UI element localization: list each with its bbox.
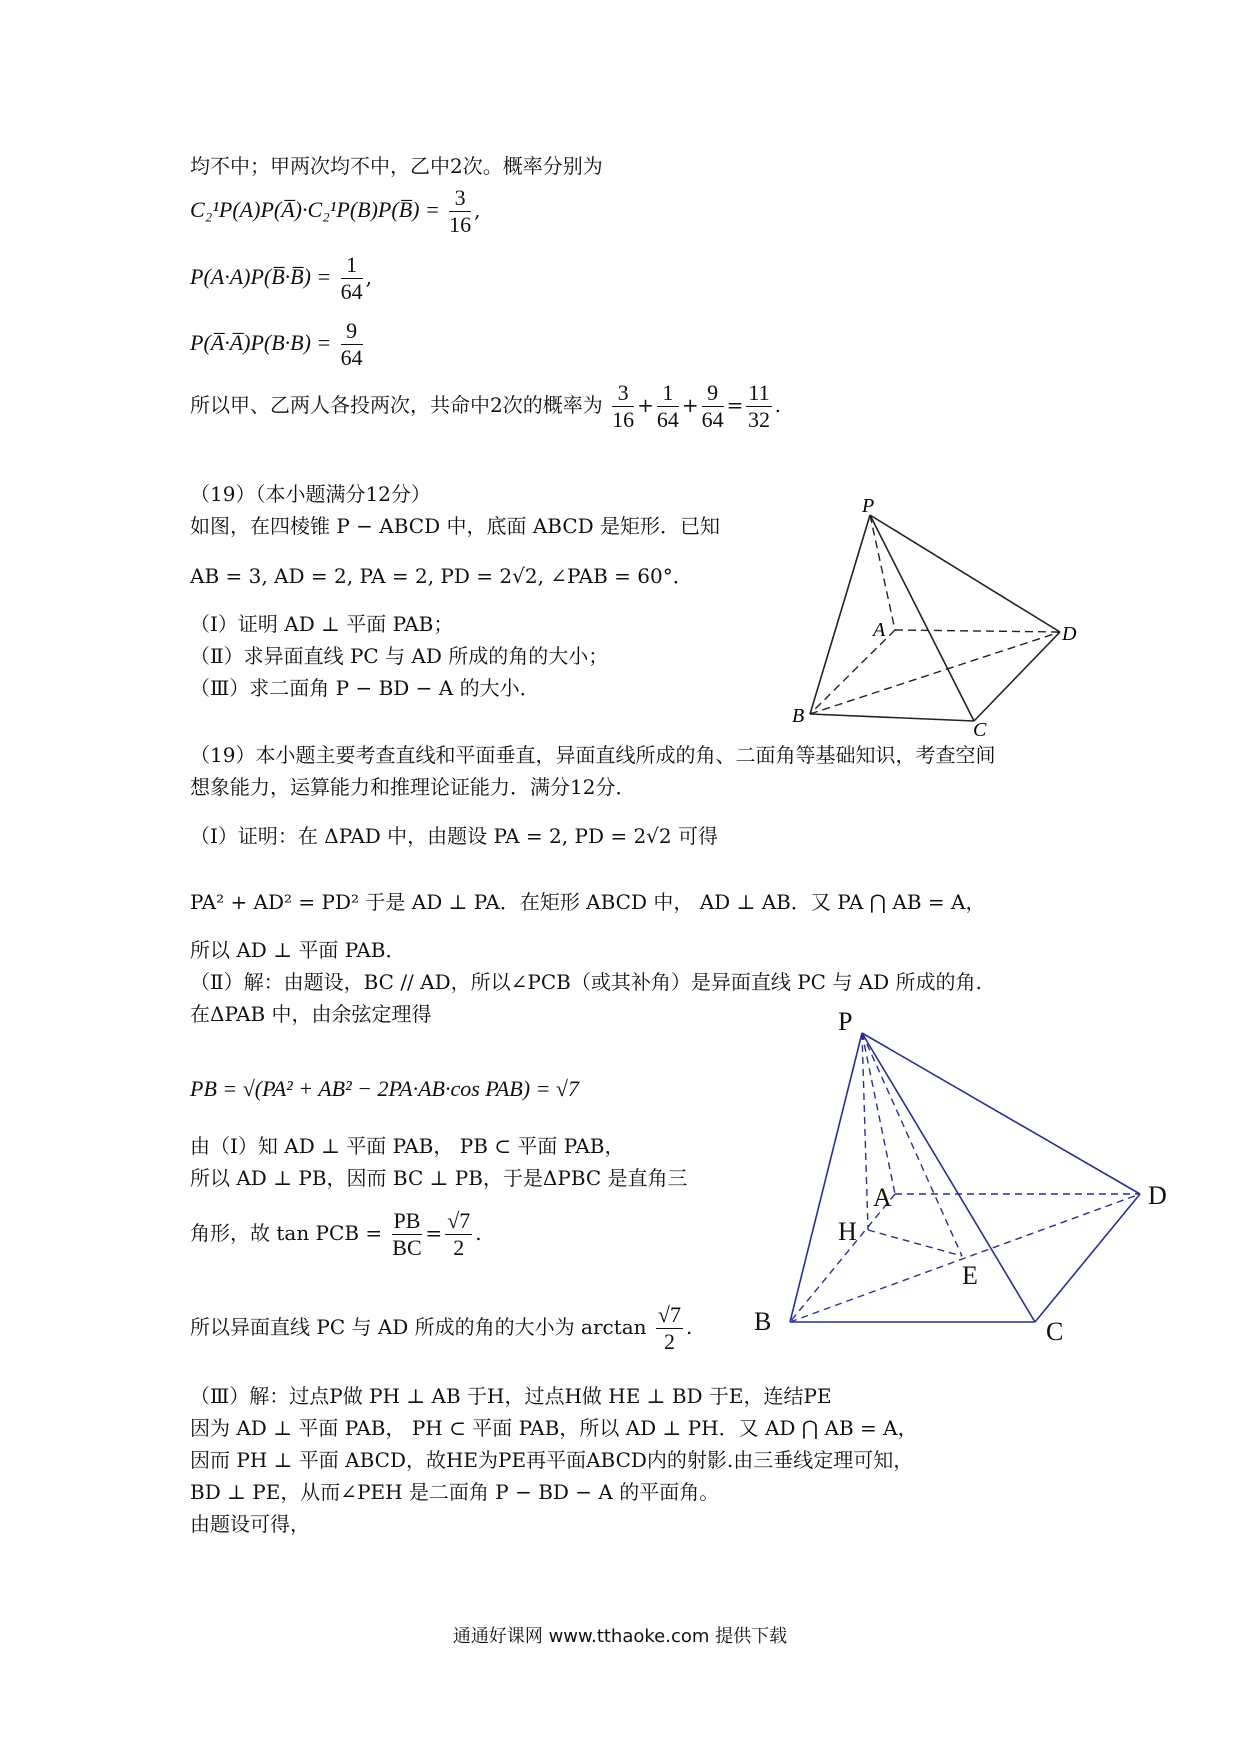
denominator: BC xyxy=(392,1235,422,1260)
solution-text: 由（Ⅰ）知 AD ⊥ 平面 PAB， PB ⊂ 平面 PAB， xyxy=(190,1134,625,1158)
solution-text: BD ⊥ PE，从而∠PEH 是二面角 P − BD − A 的平面角。 xyxy=(190,1480,720,1504)
punctuation: . xyxy=(686,1315,693,1339)
fraction xyxy=(702,380,724,433)
vertex-label-b: B xyxy=(792,705,805,727)
fraction xyxy=(392,1208,423,1261)
vertex-label-b: B xyxy=(754,1307,772,1336)
vertex-label-h: H xyxy=(838,1217,857,1246)
solution-heading: （19）本小题主要考查直线和平面垂直，异面直线所成的角、二面角等基础知识，考查空间 xyxy=(190,743,996,767)
equation-lhs: C₂¹P(A)P(A̅)·C₂¹P(B)P(B̅) = xyxy=(190,197,440,222)
denominator: 64 xyxy=(340,345,363,370)
solution-text: （Ⅰ）证明：在 ΔPAD 中，由题设 PA = 2, PD = 2√2 可得 xyxy=(190,824,719,848)
denominator: 2 xyxy=(453,1235,465,1260)
fraction xyxy=(612,380,634,433)
question-heading: （19）（本小题满分12分） xyxy=(190,482,431,506)
punctuation: , xyxy=(474,198,481,222)
vertex-label-c: C xyxy=(1046,1317,1064,1346)
equation-lhs: P(A·A)P(B̅·B̅) = xyxy=(190,264,332,289)
text: 所以异面直线 PC 与 AD 所成的角的大小为 arctan xyxy=(190,1315,647,1339)
text: 所以甲、乙两人各投两次，共命中2次的概率为 xyxy=(190,393,603,417)
equation-lhs: P(A̅·A̅)P(B·B) = xyxy=(190,330,332,355)
equation-line: PB = √(PA² + AB² − 2PA·AB·cos PAB) = √7 xyxy=(190,1076,579,1101)
vertex-label-p: P xyxy=(838,1007,853,1036)
question-part-2: （Ⅱ）求异面直线 PC 与 AD 所成的角的大小； xyxy=(190,644,609,668)
numerator: 9 xyxy=(341,318,363,345)
numerator: 1 xyxy=(657,380,679,407)
equation-line xyxy=(190,380,781,433)
numerator: √7 xyxy=(657,1302,681,1327)
numerator: 9 xyxy=(702,380,724,407)
punctuation: , xyxy=(365,265,372,289)
equation-line xyxy=(190,1208,482,1261)
solution-text: PA² + AD² = PD² 于是 AD ⊥ PA．在矩形 ABCD 中， AD ⊥ AB．又 PA ⋂ AB = A， xyxy=(190,890,986,914)
solution-text: 在ΔPAB 中，由余弦定理得 xyxy=(190,1002,432,1026)
operator: = xyxy=(425,1221,443,1245)
denominator: 16 xyxy=(449,212,472,237)
text: 角形，故 tan PCB = xyxy=(190,1221,383,1245)
equation-line xyxy=(190,318,366,371)
fraction xyxy=(657,380,679,433)
numerator: PB xyxy=(393,1208,421,1233)
equation-line xyxy=(190,185,481,238)
page-footer: 通通好课网 www.tthaoke.com 提供下载 xyxy=(452,1626,788,1647)
vertex-label-c: C xyxy=(973,719,987,741)
numerator: 3 xyxy=(612,380,634,407)
numerator: √7 xyxy=(447,1208,471,1233)
solution-text: 因为 AD ⊥ 平面 PAB， PH ⊂ 平面 PAB，所以 AD ⊥ PH．又 AD ⋂ AB = A， xyxy=(190,1416,918,1440)
numerator: 3 xyxy=(449,185,471,212)
denominator: 64 xyxy=(701,407,724,432)
vertex-label-d: D xyxy=(1062,623,1077,645)
denominator: 32 xyxy=(747,407,770,432)
denominator: 16 xyxy=(612,407,635,432)
denominator: 2 xyxy=(663,1329,675,1354)
denominator: 64 xyxy=(656,407,679,432)
question-text: 如图，在四棱锥 P − ABCD 中，底面 ABCD 是矩形．已知 xyxy=(190,514,721,538)
operator: = xyxy=(726,393,744,417)
vertex-label-p: P xyxy=(862,495,875,517)
numerator: 11 xyxy=(748,380,770,405)
question-text: AB = 3, AD = 2, PA = 2, PD = 2√2, ∠PAB = 60°． xyxy=(190,564,693,588)
fraction xyxy=(746,380,771,433)
numerator: 1 xyxy=(341,252,363,279)
solution-text: （Ⅱ）解：由题设，BC // AD，所以∠PCB（或其补角）是异面直线 PC 与 AD 所成的角. xyxy=(190,970,982,994)
solution-text: 所以 AD ⊥ 平面 PAB． xyxy=(190,938,406,962)
solution-text: 所以 AD ⊥ PB，因而 BC ⊥ PB，于是ΔPBC 是直角三 xyxy=(190,1166,688,1190)
fraction xyxy=(449,185,471,238)
solution-text: （Ⅲ）解：过点P做 PH ⊥ AB 于H，过点H做 HE ⊥ BD 于E，连结PE xyxy=(190,1384,832,1408)
punctuation: . xyxy=(475,1221,482,1245)
text-line: 均不中；甲两次均不中，乙中2次。概率分别为 xyxy=(190,154,603,178)
solution-text: 由题设可得， xyxy=(190,1512,310,1536)
question-part-1: （Ⅰ）证明 AD ⊥ 平面 PAB； xyxy=(190,612,454,636)
vertex-label-a: A xyxy=(873,1183,892,1212)
equation-line xyxy=(190,1302,692,1355)
operator: + xyxy=(681,393,699,417)
question-part-3: （Ⅲ）求二面角 P − BD − A 的大小． xyxy=(190,676,540,700)
vertex-label-a: A xyxy=(873,619,886,641)
pyramid-figure-large xyxy=(754,1007,1180,1360)
fraction xyxy=(445,1208,472,1261)
pyramid-figure-small xyxy=(780,490,1080,740)
solution-text: 因而 PH ⊥ 平面 ABCD，故HE为PE再平面ABCD内的射影.由三垂线定理可知， xyxy=(190,1448,914,1472)
fraction xyxy=(341,252,363,305)
fraction xyxy=(341,318,363,371)
equation-line xyxy=(190,252,372,305)
solution-heading: 想象能力，运算能力和推理论证能力．满分12分． xyxy=(190,775,636,799)
vertex-label-d: D xyxy=(1148,1181,1167,1210)
vertex-label-e: E xyxy=(962,1261,978,1290)
operator: + xyxy=(637,393,654,417)
fraction xyxy=(656,1302,683,1355)
punctuation: . xyxy=(774,393,781,417)
denominator: 64 xyxy=(340,279,363,304)
